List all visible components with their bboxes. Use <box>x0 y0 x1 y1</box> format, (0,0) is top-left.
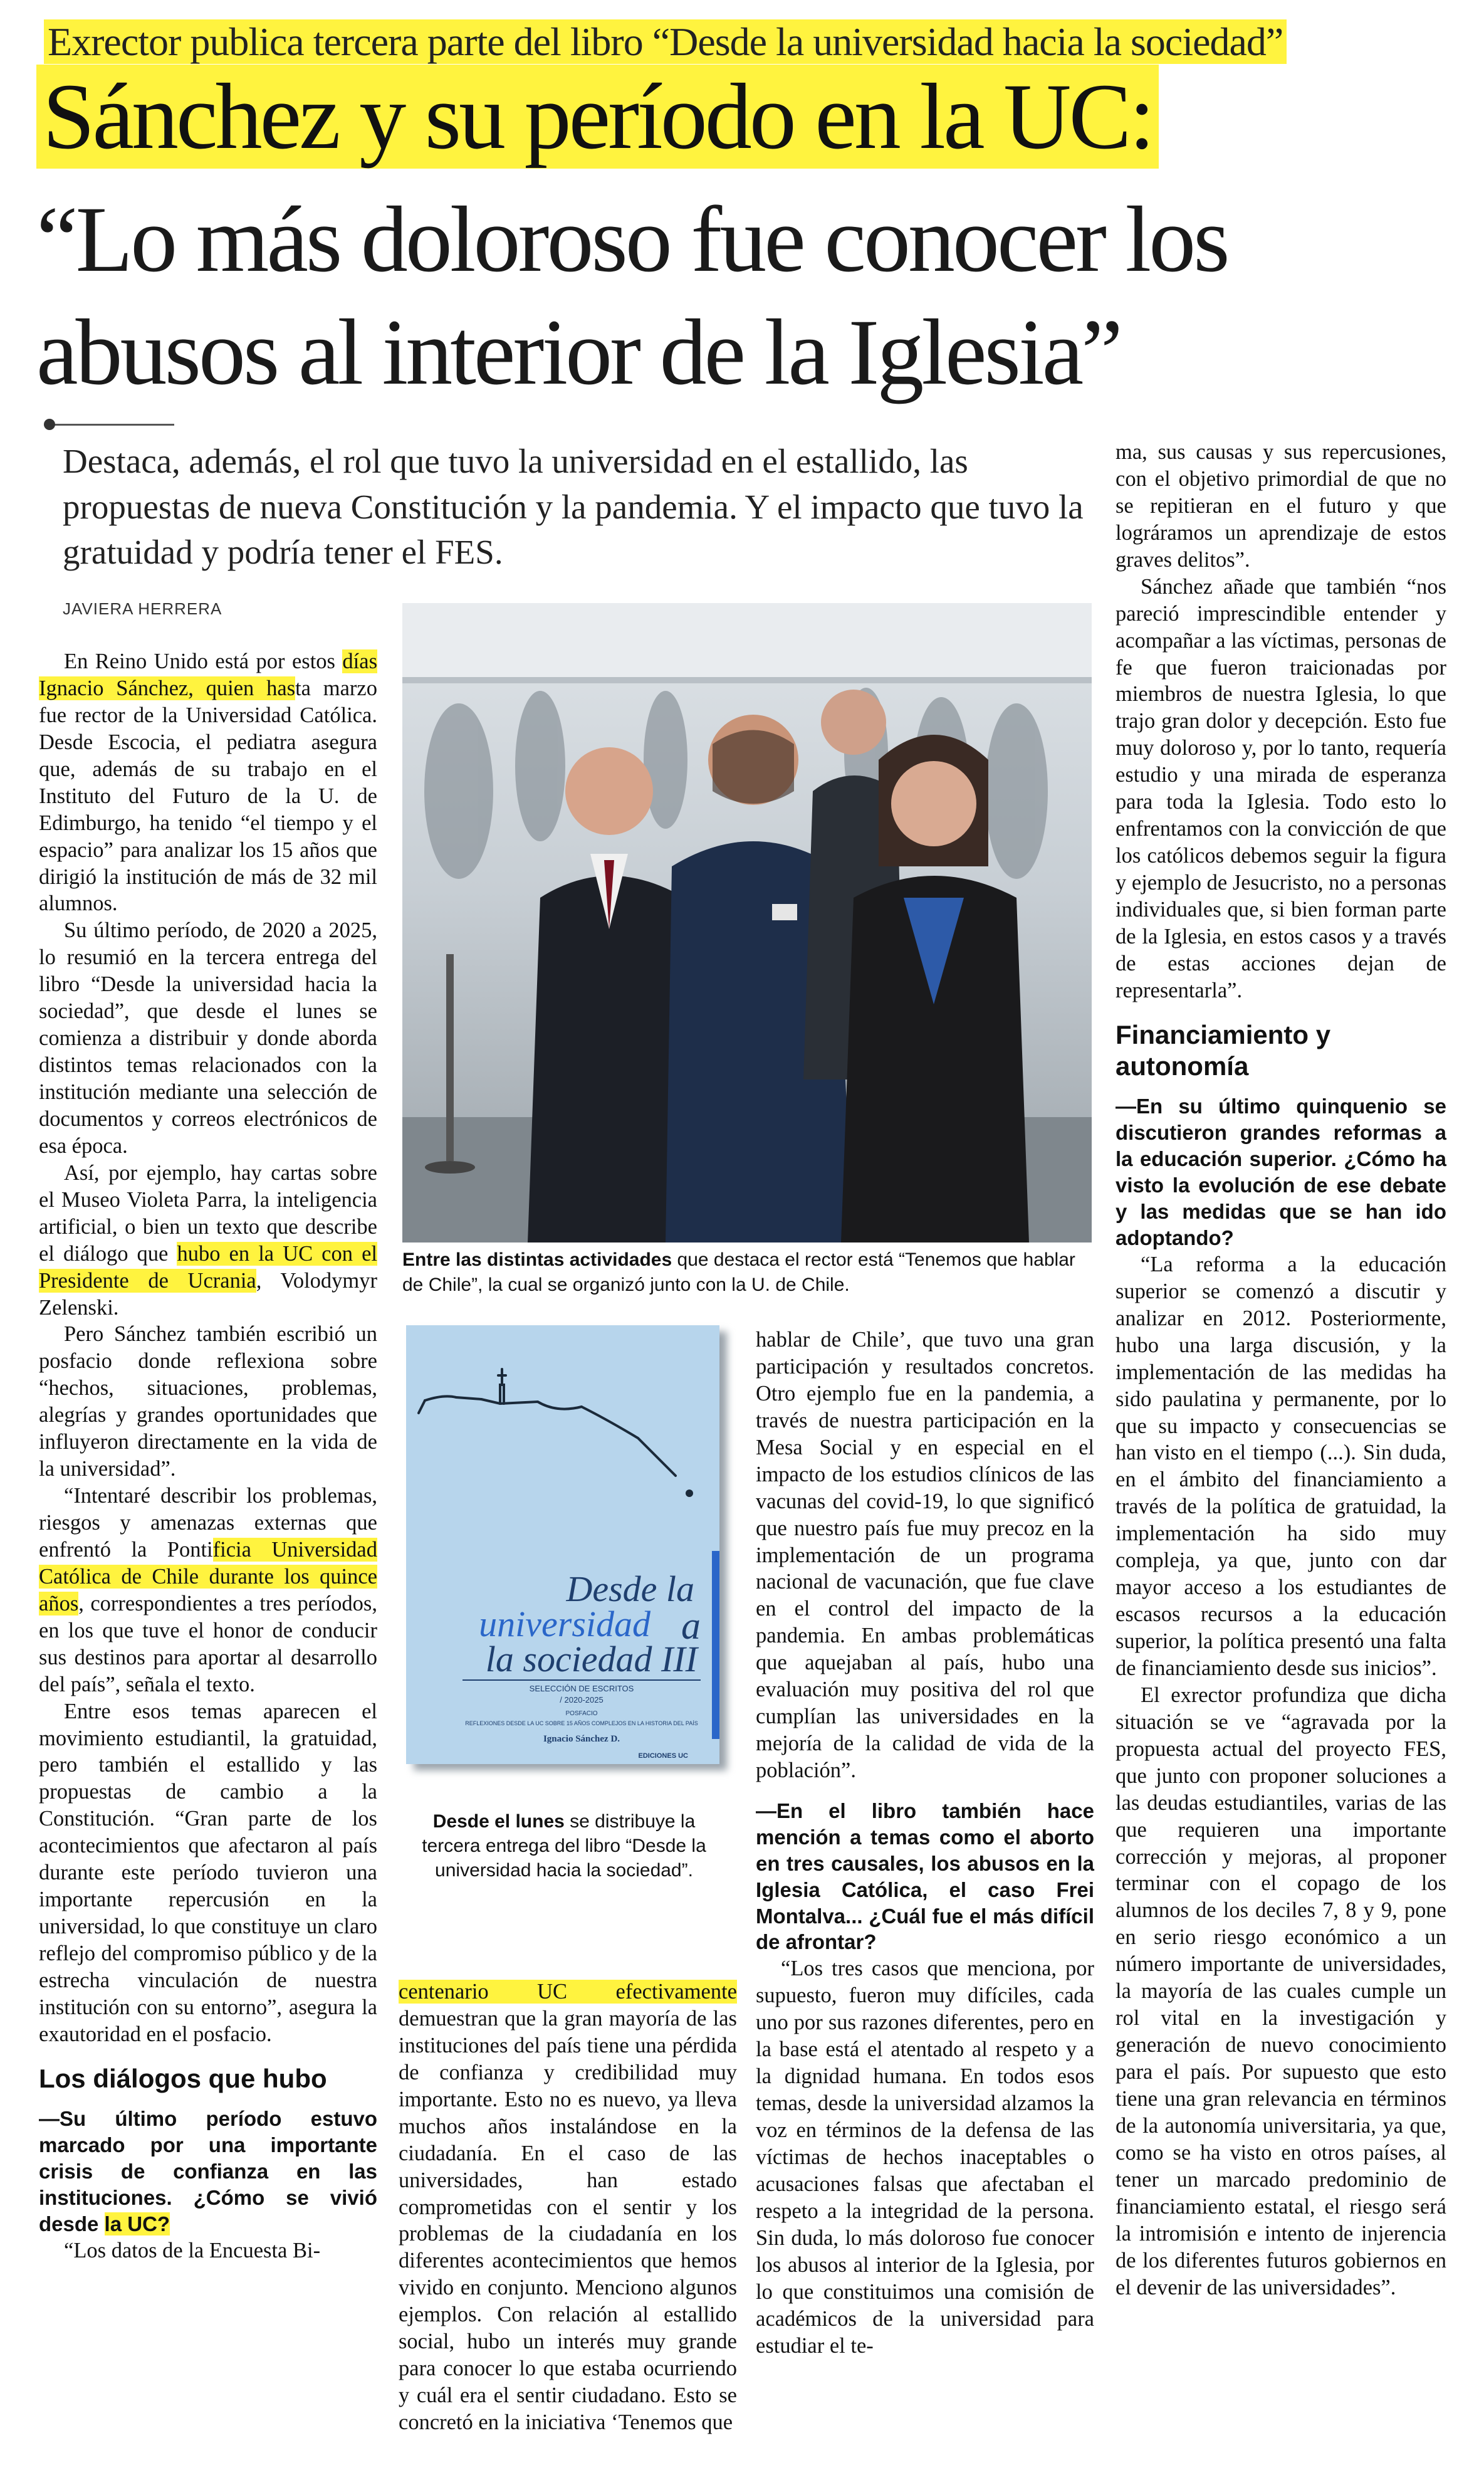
col4-paragraph-1: ma, sus causas y sus repercusiones, con el objetivo primordial de que no se repitieran en el futuro y que lográramos un aprendizaje de estos graves delitos”. <box>1116 440 1446 572</box>
col2-p1-b: demuestran que la gran mayoría de las instituciones del país tiene una pérdida de confianza y credibilidad muy importante. Esto no es nuevo, ya lleva muchos años instalándose en la ciudadanía. En el caso de las universidades, han estado comprometidas con el sentir y los problemas de la ciudadanía en los diferentes acontecimientos que hemos vivido en conjunto. Menciono algunos ejemplos. Con relación al estallido social, hubo un interés muy grande para conocer lo que estaba ocurriendo y cuál era el sentir ciudadano. Esto se concretó en la iniciativa ‘Tenemos que <box>399 2006 737 2434</box>
col4-paragraph-3: “La reforma a la educación superior se comenzó a discutir y analizar en 2012. Posteriormente, hubo una larga discusión, y la implementación de las medidas ha sido paulatina y permanente, por lo que su impacto y consecuencias se han visto en el tiempo (...). Sin duda, en el ámbito del financiamiento a través de la política de gratuidad, la implementación ha sido muy compleja, ya que, junto con dar mayor acceso a los estudiantes de escasos recursos a la educación superior, la política presentó una falta de financiamiento desde sus inicios”. <box>1116 1252 1446 1680</box>
book-caption-bold: Desde el lunes <box>432 1811 565 1832</box>
photo-caption <box>402 1248 1092 1297</box>
column-4 <box>1116 439 1446 2301</box>
question-1-a: —Su último período estuvo marcado por una importante crisis de confianza en las instituciones. ¿Cómo se vivió desde <box>39 2107 377 2235</box>
col2-paragraph-1 <box>399 1978 737 2436</box>
col1-paragraph-7: “Los datos de la Encuesta Bi- <box>64 2238 321 2262</box>
col3-paragraph-2: “Los tres casos que menciona, por supuesto, fueron muy difíciles, cada uno por sus razones diferentes, pero en la base está el atentado al respeto y a la dignidad humana. En todos esos temas, desde la universidad alzamos la voz en términos de la defensa de las víctimas de hechos inaceptables o acusaciones falsas que afectaban el respeto a la integridad de la persona. Sin duda, lo más doloroso fue conocer los abusos al interior de la Iglesia, por lo que constituimos una comisión de académicos de la universidad para estudiar el te- <box>756 1957 1094 2358</box>
col1-p1-a: En Reino Unido está por estos <box>64 649 343 673</box>
subhead-financiamiento: Financiamiento y autonomía <box>1116 1019 1331 1081</box>
book-posfacio: POSFACIO <box>565 1710 598 1717</box>
kicker <box>44 19 1287 65</box>
subhead-dialogos: Los diálogos que hubo <box>39 2063 327 2093</box>
headline-line-1-text: Sánchez y su período en la UC: <box>36 65 1159 169</box>
col1-p1-highlight: días Ignacio Sánchez, quien has <box>39 649 377 700</box>
col1-paragraph-3 <box>39 1160 377 1321</box>
col1-p5-a: “Intentaré describir los problemas, riesgos y amenazas externas que enfrentó la Ponti <box>39 1484 377 1562</box>
kicker-text: Exrector publica tercera parte del libro “Desde la universidad hacia la sociedad” <box>44 19 1287 64</box>
column-3 <box>756 1327 1094 2359</box>
book-title-line-2: universidad <box>479 1604 651 1644</box>
col1-p5-b: , correspondientes a tres períodos, en los que tuve el honor de conducir sus destinos para aportar al desarrollo del país”, señala el texto. <box>39 1591 377 1696</box>
question-1 <box>39 2106 377 2237</box>
question-1-highlight: la UC? <box>104 2212 170 2235</box>
col1-p1-b: ta marzo fue rector de la Universidad Católica. Desde Escocia, el pediatra asegura que, además de su trabajo en el Instituto del Futuro de la U. de Edimburgo, ha tenido “el tiempo y el espacio” para analizar los 15 años que dirigió la institución de más de 32 mil alumnos. <box>39 676 377 916</box>
col2-p1-highlight: centenario UC efectivamente <box>399 1980 737 2004</box>
col1-paragraph-4: Pero Sánchez también escribió un posfacio donde reflexiona sobre “hechos, situaciones, problemas, alegrías y grandes oportunidades que influyeron directamente en la vida de la universidad”. <box>39 1322 377 1481</box>
col3-paragraph-1: hablar de Chile’, que tuvo una gran participación y resultados concretos. Otro ejemplo fue en la pandemia, a través de nuestra participación en la Mesa Social y en especial en el impacto de los estudios clínicos de las vacunas del covid-19, lo que significó que nuestro país fue muy precoz en la implementación de un programa nacional de vacunación, que fue clave en el control del impacto de la pandemia. En ambas problemáticas que aquejaban al país, hubo una evaluación muy positiva del rol que cumplían las universidades en la mejoría de la calidad de vida de la población”. <box>756 1328 1094 1782</box>
column-2 <box>399 1978 737 2436</box>
col1-paragraph-5 <box>39 1483 377 1698</box>
col4-paragraph-4: El exrector profundiza que dicha situación se ve “agravada por la propuesta actual del proyecto FES, que junto con proponer soluciones a las deudas estudiantiles, varias de las que requieren una importante corrección y mejoras, al proponer terminar con el copago de los alumnos de los deciles 7, 8 y 9, pone en serio riesgo económico a un número importante de universidades, la mayoría de las cuales cumple un rol vital en la investigación y generación de nuevo conocimiento para el país. Por supuesto que esto tiene una gran relevancia en términos de la autonomía universitaria, ya que, como se ha visto en otros países, al tener un marcado predominio de financiamiento estatal, el riesgo será la intromisión e intento de injerencia de los diferentes futuros gobiernos en el devenir de las universidades”. <box>1116 1683 1446 2299</box>
col1-paragraph-6: Entre esos temas aparecen el movimiento estudiantil, la gratuidad, pero también el estallido y las propuestas de cambio a la Constitución. “Gran parte de los acontecimientos que afectaron al país durante este período tuvieron una importante repercusión en la universidad, lo que constituye un claro reflejo del compromiso público y de la estrecha vinculación de nuestra institución con su entorno”, asegura la exautoridad en el posfacio. <box>39 1699 377 2046</box>
photo-caption-bold: Entre las distintas actividades <box>402 1249 672 1270</box>
book-cover-art <box>406 1325 719 1764</box>
book-seleccion: SELECCIÓN DE ESCRITOS <box>529 1684 634 1693</box>
col4-paragraph-2: Sánchez añade que también “nos pareció imprescindible entender y acompañar a las víctimas, personas de fe que fueron traicionadas por miembros de nuestra Iglesia, lo que trajo gran dolor y decepción. Esto fue muy doloroso y, por lo tanto, requería estudio y una mirada de esperanza para toda la Iglesia. Todo esto lo enfrentamos con la convicción de que los católicos debemos seguir la figura y ejemplo de Jesucristo, no a personas individuales que, si bien forman parte de la Iglesia, en estos casos y a través de estas acciones dejan de representarla”. <box>1116 574 1446 1002</box>
photo-caption-rest: que destaca el rector está “Tenemos que hablar de Chile”, la cual se organizó junto con la U. de Chile. <box>402 1249 1075 1295</box>
question-2: —En el libro también hace mención a temas como el aborto en tres causales, los abusos en la Iglesia Católica, el caso Frei Montalva... ¿Cuál fue el más difícil de afrontar? <box>756 1799 1094 1954</box>
book-years: / 2020-2025 <box>560 1695 604 1705</box>
book-title-a: a <box>681 1605 701 1647</box>
main-photo <box>402 603 1092 1242</box>
book-publisher: EDICIONES UC <box>638 1752 688 1760</box>
divider-line <box>49 424 174 426</box>
divider-dot <box>44 419 55 430</box>
book-title-line-1: Desde la <box>566 1568 694 1609</box>
book-caption <box>401 1809 727 1883</box>
col1-paragraph-2: Su último período, de 2020 a 2025, lo resumió en la tercera entrega del libro “Desde la universidad hacia la sociedad”, que desde el lunes se comienza a distribuir y donde aborda distintos temas relacionados con la institución mediante una selección de documentos y correos electrónicos de esa época. <box>39 918 377 1158</box>
book-cover <box>406 1325 719 1764</box>
book-reflexiones: REFLEXIONES DESDE LA UC SOBRE 15 AÑOS COMPLEJOS EN LA HISTORIA DEL PAÍS <box>465 1720 698 1726</box>
photo-illustration <box>402 603 1092 1242</box>
book-caption-rest: se distribuye la tercera entrega del libro “Desde la universidad hacia la sociedad”. <box>422 1811 706 1881</box>
col1-p3-a: Así, por ejemplo, hay cartas sobre el Museo Violeta Parra, la inteligencia artificial, o bien un texto que describe el diálogo que <box>39 1160 377 1266</box>
col1-paragraph-1 <box>39 648 377 917</box>
column-1 <box>39 648 377 2264</box>
lead-paragraph: Destaca, además, el rol que tuvo la universidad en el estallido, las propuestas de nueva Constitución y la pandemia. Y el impacto que tuvo la gratuidad y podría tener el FES. <box>63 442 1084 572</box>
question-3: —En su último quinquenio se discutieron grandes reformas a la educación superior. ¿Cómo ha visto la evolución de ese debate y las medidas que se han ido adoptando? <box>1116 1095 1446 1249</box>
col1-p3-highlight: hubo en la UC con el Presidente de Ucrania <box>39 1241 377 1293</box>
book-title-line-3: la sociedad III <box>485 1639 698 1679</box>
byline: JAVIERA HERRERA <box>63 599 222 618</box>
col1-p5-highlight: ficia Universidad Católica de Chile durante los quince años <box>39 1537 377 1616</box>
headline-line-1 <box>36 65 1159 169</box>
col1-p3-b: , Volodymyr Zelenski. <box>39 1268 377 1320</box>
book-author: Ignacio Sánchez D. <box>543 1734 620 1744</box>
headline-line-2: “Lo más doloroso fue conocer los abusos al interior de la Iglesia” <box>36 187 1228 404</box>
